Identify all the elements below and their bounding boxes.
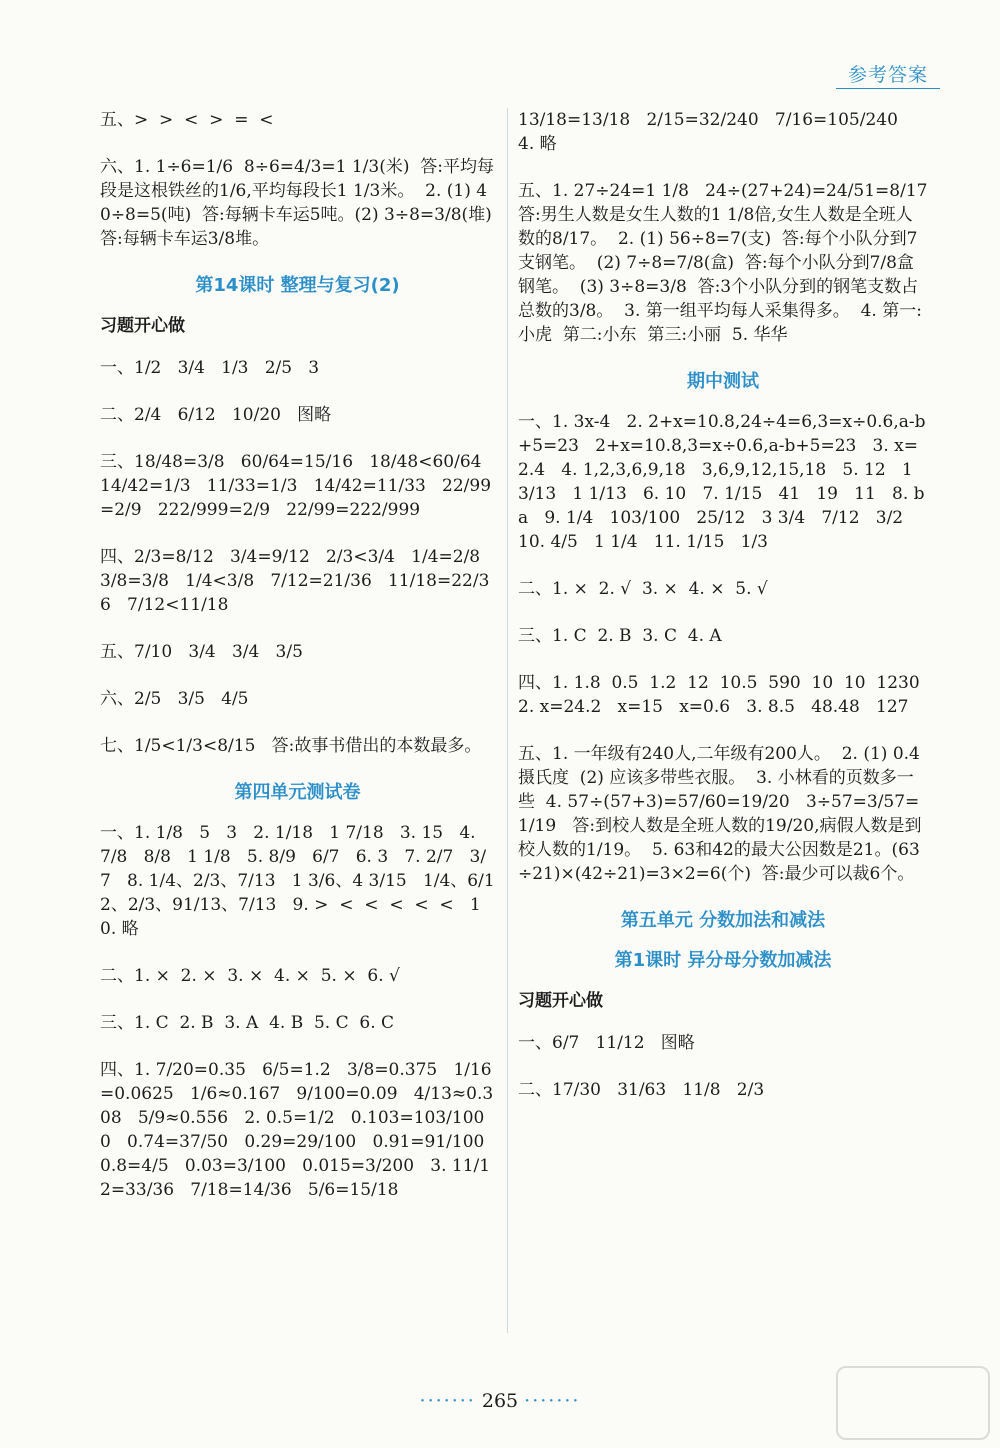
answer-line: 三、18/48=3/8 60/64=15/16 18/48<60/64 14/42=1/3 11/33=1/3 14/42=11/33 22/99=2/9 222/999=2/9 22/99=222/999 [100, 452, 498, 520]
column-divider [507, 108, 508, 1333]
answer-line: 二、17/30 31/63 11/8 2/3 [518, 1080, 765, 1100]
answer-line: 五、1. 27÷24=1 1/8 24÷(27+24)=24/51=8/17 答:男生人数是女生人数的1 1/8倍,女生人数是全班人数的8/17。 2. (1) 56÷8=7(支) 答:每个小队分到7支钢笔。 (2) 7÷8=7/8(盒) 答:每个小队分到7/8盒钢笔。 (3) 3÷8=3/8 答:3个小队分到的钢笔支数占总数的3/8。 3. 第一组平均每人采集得多。 4. 第一:小虎 第二:小东 第三:小丽 5. 华华 [518, 181, 944, 345]
footer-dots-left: ······· [419, 1390, 476, 1412]
section-heading: 第四单元测试卷 [234, 782, 361, 803]
header-rule [836, 88, 940, 89]
page-number: 265 [481, 1390, 519, 1412]
answer-line: 六、1. 1÷6=1/6 8÷6=4/3=1 1/3(米) 答:平均每段是这根铁丝的1/6,平均每段长1 1/3米。 2. (1) 40÷8=5(吨) 答:每辆卡车运5吨。(2) 3÷8=3/8(堆) 答:每辆卡车运3/8堆。 [100, 157, 503, 249]
right-column [518, 108, 944, 1125]
answer-line: 七、1/5<1/3<8/15 答:故事书借出的本数最多。 [100, 736, 482, 756]
answer-line: 三、1. C 2. B 3. C 4. A [518, 626, 722, 646]
answer-line: 五、1. 一年级有240人,二年级有200人。 2. (1) 0.4摄氏度 (2) 应该多带些衣服。 3. 小林看的页数多一些 4. 57÷(57+3)=57/60=19/20 3÷57=3/57=1/19 答:到校人数是全班人数的19/20,病假人数是到校人数的1/19。 5. 63和42的最大公因数是21。(63÷21)×(42÷21)=3×2=6(个) 答:最少可以裁6个。 [518, 744, 922, 884]
answer-line: 一、1. 3x-4 2. 2+x=10.8,24÷4=6,3=x÷0.6,a-b+5=23 2+x=10.8,3=x÷0.6,a-b+5=23 3. x=2.4 4. 1,2,3,6,9,18 3,6,9,12,15,18 5. 12 13/13 1 1/13 6. 10 7. 1/15 41 19 11 8. b a 9. 1/4 103/100 25/12 3 3/4 7/12 3/2 10. 4/5 1 1/4 11. 1/15 1/3 [518, 412, 941, 552]
answer-line: 四、2/3=8/12 3/4=9/12 2/3<3/4 1/4=2/8 3/8=3/8 1/4<3/8 7/12=21/36 11/18=22/36 7/12<11/18 [100, 547, 497, 615]
subsection-heading: 习题开心做 [518, 991, 603, 1011]
answer-line: 二、1. × 2. √ 3. × 4. × 5. √ [518, 579, 768, 599]
answer-line: 一、1. 1/8 5 3 2. 1/18 1 7/18 3. 15 4. 7/8 8/8 1 1/8 5. 8/9 6/7 6. 3 7. 2/7 3/7 8. 1/4、2/3、7/13 1 3/6、4 3/15 1/4、6/12、2/3、91/13、7/13 9. > < < < < < 10. 略 [100, 823, 495, 939]
header-title: 参考答案 [847, 64, 928, 86]
answer-line: 一、6/7 11/12 图略 [518, 1033, 695, 1053]
answer-line: 三、1. C 2. B 3. A 4. B 5. C 6. C [100, 1013, 395, 1033]
answer-line: 一、1/2 3/4 1/3 2/5 3 [100, 358, 320, 378]
subsection-heading: 习题开心做 [100, 316, 185, 336]
answer-line: 四、1. 1.8 0.5 1.2 12 10.5 590 10 10 1230 2. x=24.2 x=15 x=0.6 3. 8.5 48.48 127 [518, 673, 936, 717]
answer-line: 五、7/10 3/4 3/4 3/5 [100, 642, 303, 662]
section-heading: 期中测试 [687, 371, 759, 392]
answer-line: 二、2/4 6/12 10/20 图略 [100, 405, 332, 425]
section-heading: 第14课时 整理与复习(2) [195, 275, 400, 296]
answer-line: 二、1. × 2. × 3. × 4. × 5. × 6. √ [100, 966, 400, 986]
answer-line: 五、> > < > = < [100, 110, 274, 130]
answer-line: 六、2/5 3/5 4/5 [100, 689, 249, 709]
section-heading: 第1课时 异分母分数加减法 [614, 950, 832, 971]
footer-dots-right: ······· [524, 1390, 581, 1412]
left-column [100, 108, 503, 1225]
watermark-logo [836, 1366, 990, 1440]
section-heading: 第五单元 分数加法和减法 [620, 910, 826, 931]
answer-line: 13/18=13/18 2/15=32/240 7/16=105/240 4. 略 [518, 110, 915, 154]
answer-line: 四、1. 7/20=0.35 6/5=1.2 3/8=0.375 1/16=0.0625 1/6≈0.167 9/100=0.09 4/13≈0.308 5/9≈0.556 2. 0.5=1/2 0.103=103/1000 0.74=37/50 0.29=29/100 0.91=91/100 0.8=4/5 0.03=3/100 0.015=3/200 3. 11/12=33/36 7/18=14/36 5/6=15/18 [100, 1060, 501, 1200]
